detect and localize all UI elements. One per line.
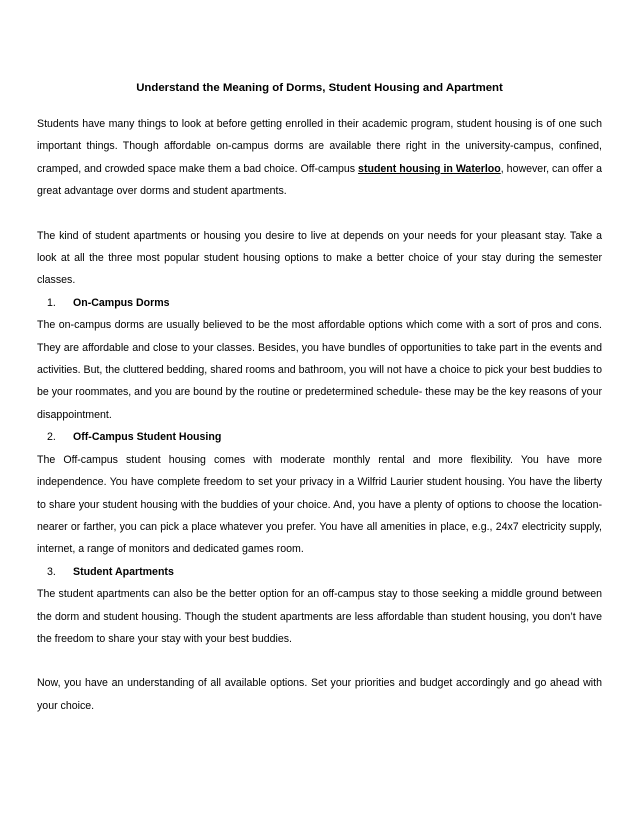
- section-heading-label: On-Campus Dorms: [73, 296, 170, 309]
- intro-text-after-link: , however, can offer a great advantage over dorms and student apartments.: [37, 162, 602, 198]
- section-heading-off-campus-housing: [37, 426, 602, 448]
- section-heading-label: Student Apartments: [73, 565, 174, 578]
- section-body-off-campus-housing: The Off-campus student housing comes with moderate monthly rental and more flexibility. You have more independence. You have complete freedom to set your privacy in a Wilfrid Laurier student housing. You have the liberty to share your student housing with the buddies of your choice. And, you have a plenty of options to choose the location- nearer or farther, you can pick a place whatever you prefer. You have all amenities in place, e.g., 24x7 electricity supply, internet, a range of monitors and dedicated games room.: [37, 453, 602, 556]
- section-heading-student-apartments: [37, 561, 602, 583]
- section-heading-on-campus-dorms: [37, 292, 602, 314]
- intro-paragraph: [37, 113, 602, 203]
- section-heading-label: Off-Campus Student Housing: [73, 431, 222, 444]
- conclusion-paragraph: Now, you have an understanding of all available options. Set your priorities and budget accordingly and go ahead with your choice.: [37, 677, 602, 712]
- options-paragraph: The kind of student apartments or housing you desire to live at depends on your needs for your pleasant stay. Take a look at all the three most popular student housing options to make a better choice of your stay during the semester classes.: [37, 229, 602, 287]
- intro-text-before-link: Students have many things to look at before getting enrolled in their academic program, student housing is of one such important things. Though affordable on-campus dorms are available there right in the university-campus, confined, cramped, and crowded space make them a bad choice. Off-campus: [37, 118, 602, 175]
- paragraph-spacer: [37, 650, 602, 672]
- paragraph-spacer: [37, 203, 602, 225]
- section-number: 3.: [47, 565, 56, 578]
- student-housing-waterloo-link[interactable]: student housing in Waterloo: [358, 162, 501, 175]
- section-number: 2.: [47, 431, 56, 444]
- document-title: Understand the Meaning of Dorms, Student Housing and Apartment: [136, 82, 503, 94]
- document-content: [37, 80, 602, 717]
- section-number: 1.: [47, 296, 56, 309]
- section-body-student-apartments: The student apartments can also be the better option for an off-campus stay to those seeking a middle ground between the dorm and student housing. Though the student apartments are less affordable than student housing, you don’t have the freedom to share your stay with your best buddies.: [37, 588, 602, 645]
- section-body-on-campus-dorms: The on-campus dorms are usually believed to be the most affordable options which come with a sort of pros and cons. They are affordable and close to your classes. Besides, you have bundles of opportunities to take part in the events and activities. But, the cluttered bedding, shared rooms and bathroom, you will not have a choice to pick your best buddies to be your roommates, and you are bound by the routine or predetermined schedule- these may be the key reasons of your disappointment.: [37, 319, 602, 421]
